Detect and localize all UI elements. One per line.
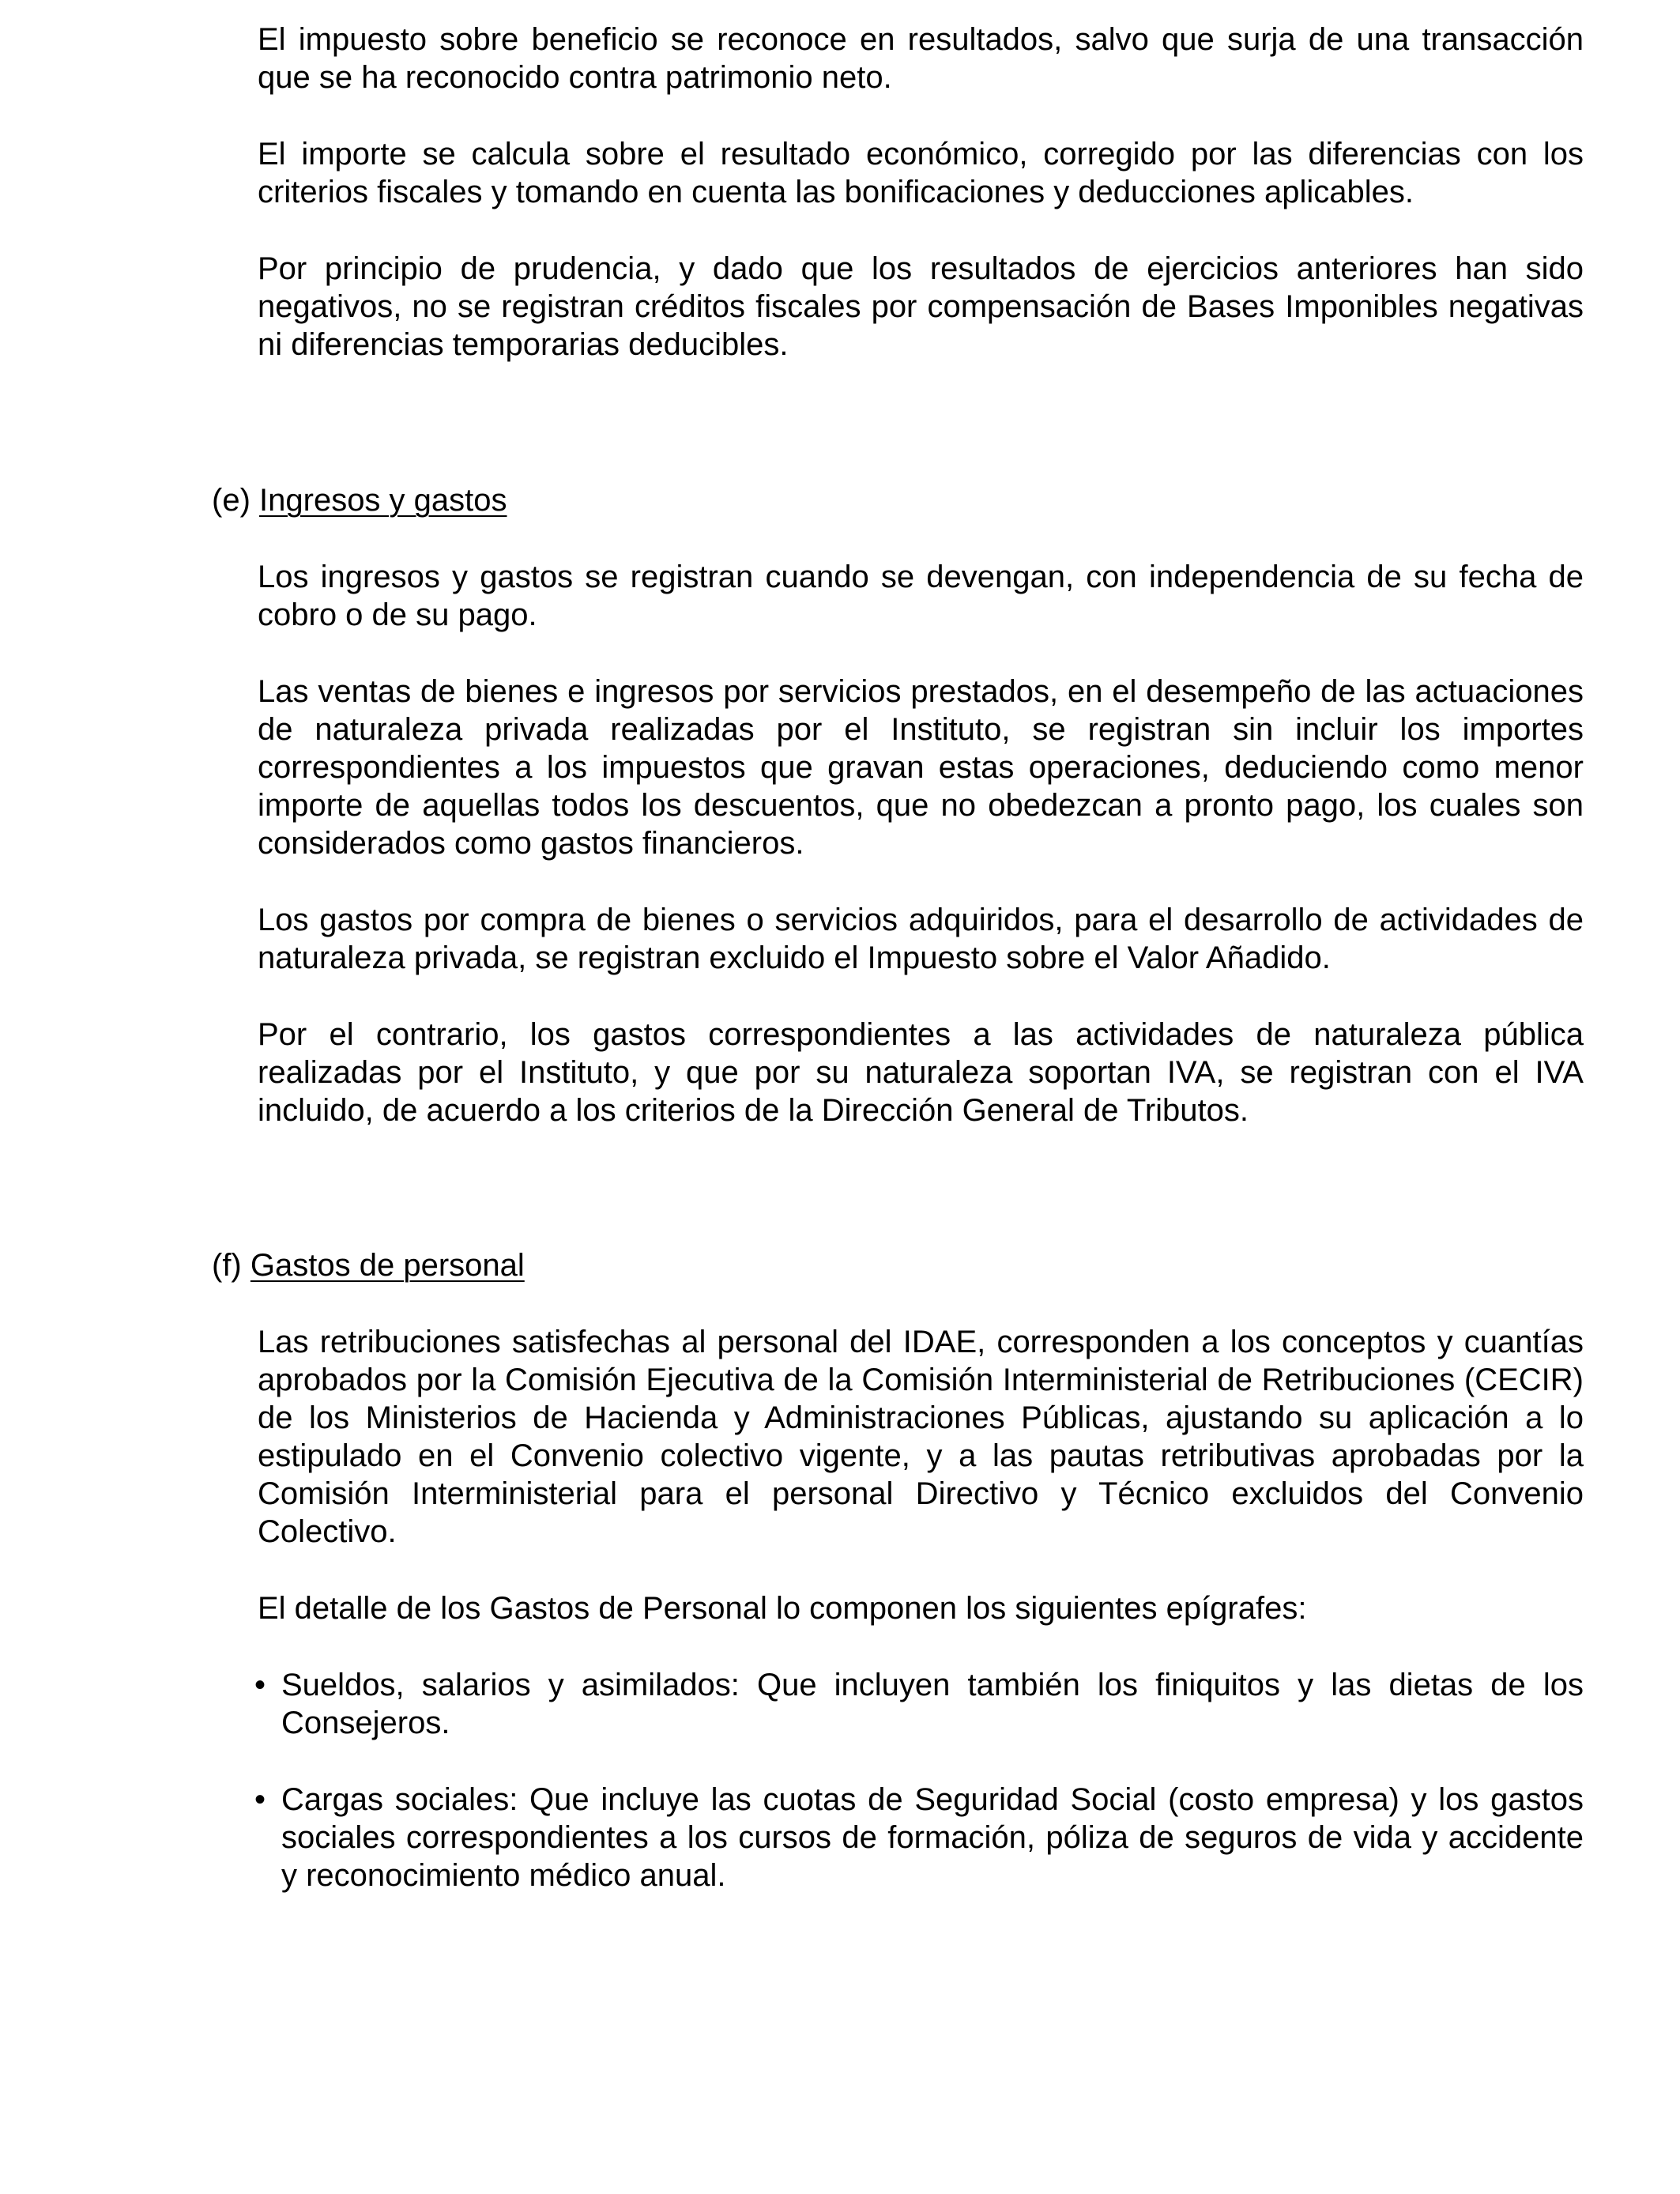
list-item (254, 1666, 1584, 1742)
bullet-icon: • (254, 1668, 266, 1702)
section-title: Gastos de personal (250, 1248, 525, 1283)
section-marker: (f) (212, 1248, 242, 1283)
paragraph-income-tax-recognition: El impuesto sobre beneficio se reconoce en resultados, salvo que surja de una transacción que se ha reconocido contra patrimonio neto. (258, 22, 1584, 95)
section-heading-gastos-personal (212, 1246, 525, 1284)
list-item (254, 1781, 1584, 1894)
section-marker: (e) (212, 483, 250, 518)
section-heading-ingresos-gastos (212, 481, 507, 519)
paragraph-accrual: Los ingresos y gastos se registran cuando se devengan, con independencia de su fecha de cobro o de su pago. (258, 560, 1584, 632)
paragraph-staff-remuneration: Las retribuciones satisfechas al personal del IDAE, corresponden a los conceptos y cuantías aprobados por la Comisión Ejecutiva de la Comisión Interministerial de Retribuciones (CECIR) de los Ministerios de Hacienda y Administraciones Públicas, ajustando su aplicación a lo estipulado en el Convenio colectivo vigente, y a las pautas retributivas aprobadas por la Comisión Interministerial para el personal Directivo y Técnico excluidos del Convenio Colectivo. (258, 1325, 1584, 1549)
section-title: Ingresos y gastos (259, 483, 507, 518)
paragraph-sales-revenue: Las ventas de bienes e ingresos por servicios prestados, en el desempeño de las actuaciones de naturaleza privada realizadas por el Instituto, se registran sin incluir los importes correspondientes a los impuestos que gravan estas operaciones, deduciendo como menor importe de aquellas todos los descuentos, que no obedezcan a pronto pago, los cuales son considerados como gastos financieros. (258, 674, 1584, 861)
bullet-icon: • (254, 1782, 266, 1817)
paragraph-private-expenses: Los gastos por compra de bienes o servicios adquiridos, para el desarrollo de actividades de naturaleza privada, se registran excluido el Impuesto sobre el Valor Añadido. (258, 903, 1584, 975)
paragraph-public-expenses: Por el contrario, los gastos correspondientes a las actividades de naturaleza pública realizadas por el Instituto, y que por su naturaleza soportan IVA, se registran con el IVA incluido, de acuerdo a los criterios de la Dirección General de Tributos. (258, 1017, 1584, 1128)
paragraph-prudence-principle: Por principio de prudencia, y dado que los resultados de ejercicios anteriores han sido negativos, no se registran créditos fiscales por compensación de Bases Imponibles negativas ni diferencias temporarias deducibles. (258, 251, 1584, 362)
paragraph-staff-expenses-detail: El detalle de los Gastos de Personal lo componen los siguientes epígrafes: (258, 1591, 1307, 1626)
paragraph-income-tax-calculation: El importe se calcula sobre el resultado económico, corregido por las diferencias con los criterios fiscales y tomando en cuenta las bonificaciones y deducciones aplicables. (258, 137, 1584, 209)
list-item-text: Sueldos, salarios y asimilados: Que incluyen también los finiquitos y las dietas de los Consejeros. (281, 1668, 1584, 1740)
list-item-text: Cargas sociales: Que incluye las cuotas de Seguridad Social (costo empresa) y los gastos sociales correspondientes a los cursos de formación, póliza de seguros de vida y accidente y reconocimiento médico anual. (281, 1782, 1584, 1893)
